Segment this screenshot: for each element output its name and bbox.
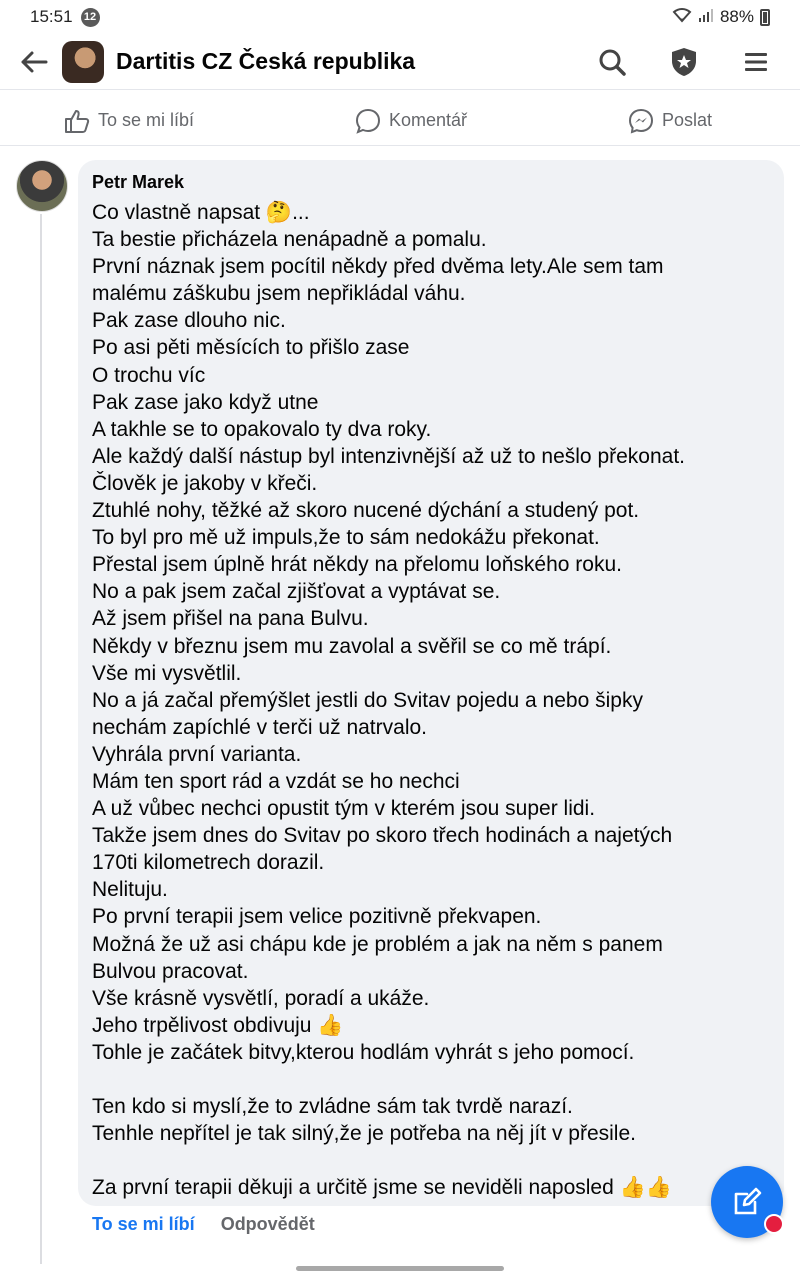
comment-line: První náznak jsem pocítil někdy před dvěma lety.Ale sem tam bbox=[92, 255, 664, 279]
comment-line: Vyhrála první varianta. bbox=[92, 742, 302, 766]
comment-line: No a já začal přemýšlet jestli do Svitav pojedu a nebo šipky bbox=[92, 688, 643, 712]
comment-line: Až jsem přišel na pana Bulvu. bbox=[92, 607, 369, 631]
comment-line: Co vlastně napsat 🤔... bbox=[92, 201, 310, 224]
comment-action[interactable] bbox=[355, 108, 467, 134]
comment-line: Za první terapii děkuji a určitě jsme se neviděli naposled 👍👍 bbox=[92, 1176, 672, 1200]
shield-star-icon bbox=[670, 47, 698, 77]
search-button[interactable] bbox=[592, 42, 632, 82]
comment-blank-line bbox=[92, 1066, 770, 1093]
back-button[interactable] bbox=[16, 44, 52, 80]
thumbs-up-icon bbox=[64, 108, 90, 134]
edit-pencil-icon bbox=[731, 1186, 763, 1218]
comment-line: Takže jsem dnes do Svitav po skoro třech hodinách a najetých bbox=[92, 824, 673, 848]
fab-notification-dot bbox=[764, 1214, 784, 1234]
comment-line: Nelituju. bbox=[92, 878, 168, 902]
comment-line: Vše mi vysvětlil. bbox=[92, 661, 242, 685]
group-header bbox=[0, 34, 800, 90]
battery-icon bbox=[760, 9, 770, 26]
comment-line: Přestal jsem úplně hrát někdy na přelomu loňského roku. bbox=[92, 553, 622, 577]
comment-line: Pak zase dlouho nic. bbox=[92, 309, 286, 333]
comment-line: nechám zapíchlé v terči už natrvalo. bbox=[92, 715, 427, 739]
commenter-avatar[interactable] bbox=[16, 160, 68, 212]
comment-line: Ale každý další nástup byl intenzivnější až už to nešlo překonat. bbox=[92, 444, 686, 468]
search-icon bbox=[598, 48, 626, 76]
hamburger-menu-icon bbox=[744, 51, 768, 73]
comment-line: 170ti kilometrech dorazil. bbox=[92, 851, 325, 875]
admin-shield-button[interactable] bbox=[664, 42, 704, 82]
wifi-icon bbox=[672, 7, 692, 28]
battery-percent: 88% bbox=[719, 7, 754, 26]
home-indicator[interactable] bbox=[296, 1266, 504, 1271]
comment-author[interactable]: Petr Marek bbox=[92, 172, 185, 192]
comment-line: Pak zase jako když utne bbox=[92, 390, 319, 414]
comment-bubble-icon bbox=[355, 108, 381, 134]
comment-blank-line bbox=[92, 1147, 770, 1174]
comment-line: O trochu víc bbox=[92, 363, 206, 387]
notification-badge: 12 bbox=[81, 8, 100, 27]
share-action[interactable] bbox=[628, 108, 712, 134]
comment-line: To byl pro mě už impuls,že to sám nedokážu překonat. bbox=[92, 526, 600, 550]
comment-line: A už vůbec nechci opustit tým v kterém jsou super lidi. bbox=[92, 797, 596, 821]
group-avatar[interactable] bbox=[62, 41, 104, 83]
comment-line: Člověk je jakoby v křeči. bbox=[92, 471, 318, 495]
comment-line: Tenhle nepřítel je tak silný,že je potřeba na něj jít v přesile. bbox=[92, 1122, 636, 1146]
comment-reply-button[interactable]: Odpovědět bbox=[220, 1214, 315, 1234]
thread-line bbox=[40, 214, 42, 1264]
comment-line: Po první terapii jsem velice pozitivně překvapen. bbox=[92, 905, 542, 929]
comment-line: Někdy v březnu jsem mu zavolal a svěřil se co mě trápí. bbox=[92, 634, 612, 658]
status-time: 15:51 bbox=[30, 7, 73, 26]
comment-actions bbox=[92, 1214, 315, 1235]
comment-line: A takhle se to opakovalo ty dva roky. bbox=[92, 417, 432, 441]
comment-line: Po asi pěti měsících to přišlo zase bbox=[92, 336, 410, 360]
comment-like-button[interactable]: To se mi líbí bbox=[92, 1214, 195, 1234]
comment-line: Ta bestie přicházela nenápadně a pomalu. bbox=[92, 228, 487, 252]
comment-line: Ztuhlé nohy, těžké až skoro nucené dýchání a studený pot. bbox=[92, 499, 640, 523]
status-right bbox=[672, 7, 770, 28]
comment-line: Tohle je začátek bitvy,kterou hodlám vyhrát s jeho pomocí. bbox=[92, 1040, 635, 1064]
comment-line: No a pak jsem začal zjišťovat a vyptávat se. bbox=[92, 580, 501, 604]
comment-line: Jeho trpělivost obdivuju 👍 bbox=[92, 1013, 344, 1037]
comment-label: Komentář bbox=[388, 110, 468, 130]
back-arrow-icon bbox=[20, 50, 48, 74]
comment-line: malému záškubu jsem nepřikládal váhu. bbox=[92, 282, 466, 306]
menu-button[interactable] bbox=[736, 42, 776, 82]
signal-icon bbox=[698, 7, 714, 28]
comment-line: Bulvou pracovat. bbox=[92, 959, 249, 983]
comment-line: Mám ten sport rád a vzdát se ho nechci bbox=[92, 769, 460, 793]
comment-line: Ten kdo si myslí,že to zvládne sám tak tvrdě narazí. bbox=[92, 1095, 573, 1119]
post-actions bbox=[0, 96, 800, 146]
comment-text bbox=[92, 199, 770, 1201]
like-action[interactable] bbox=[64, 108, 194, 134]
group-title[interactable]: Dartitis CZ Česká republika bbox=[116, 48, 416, 74]
comment-line: Vše krásně vysvětlí, poradí a ukáže. bbox=[92, 986, 430, 1010]
messenger-icon bbox=[628, 108, 654, 134]
comment-bubble bbox=[78, 160, 784, 1206]
like-label: To se mi líbí bbox=[98, 110, 195, 130]
header-icons bbox=[592, 42, 784, 82]
comment-line: Možná že už asi chápu kde je problém a jak na něm s panem bbox=[92, 932, 663, 956]
status-bar bbox=[0, 0, 800, 34]
share-label: Poslat bbox=[661, 110, 712, 130]
